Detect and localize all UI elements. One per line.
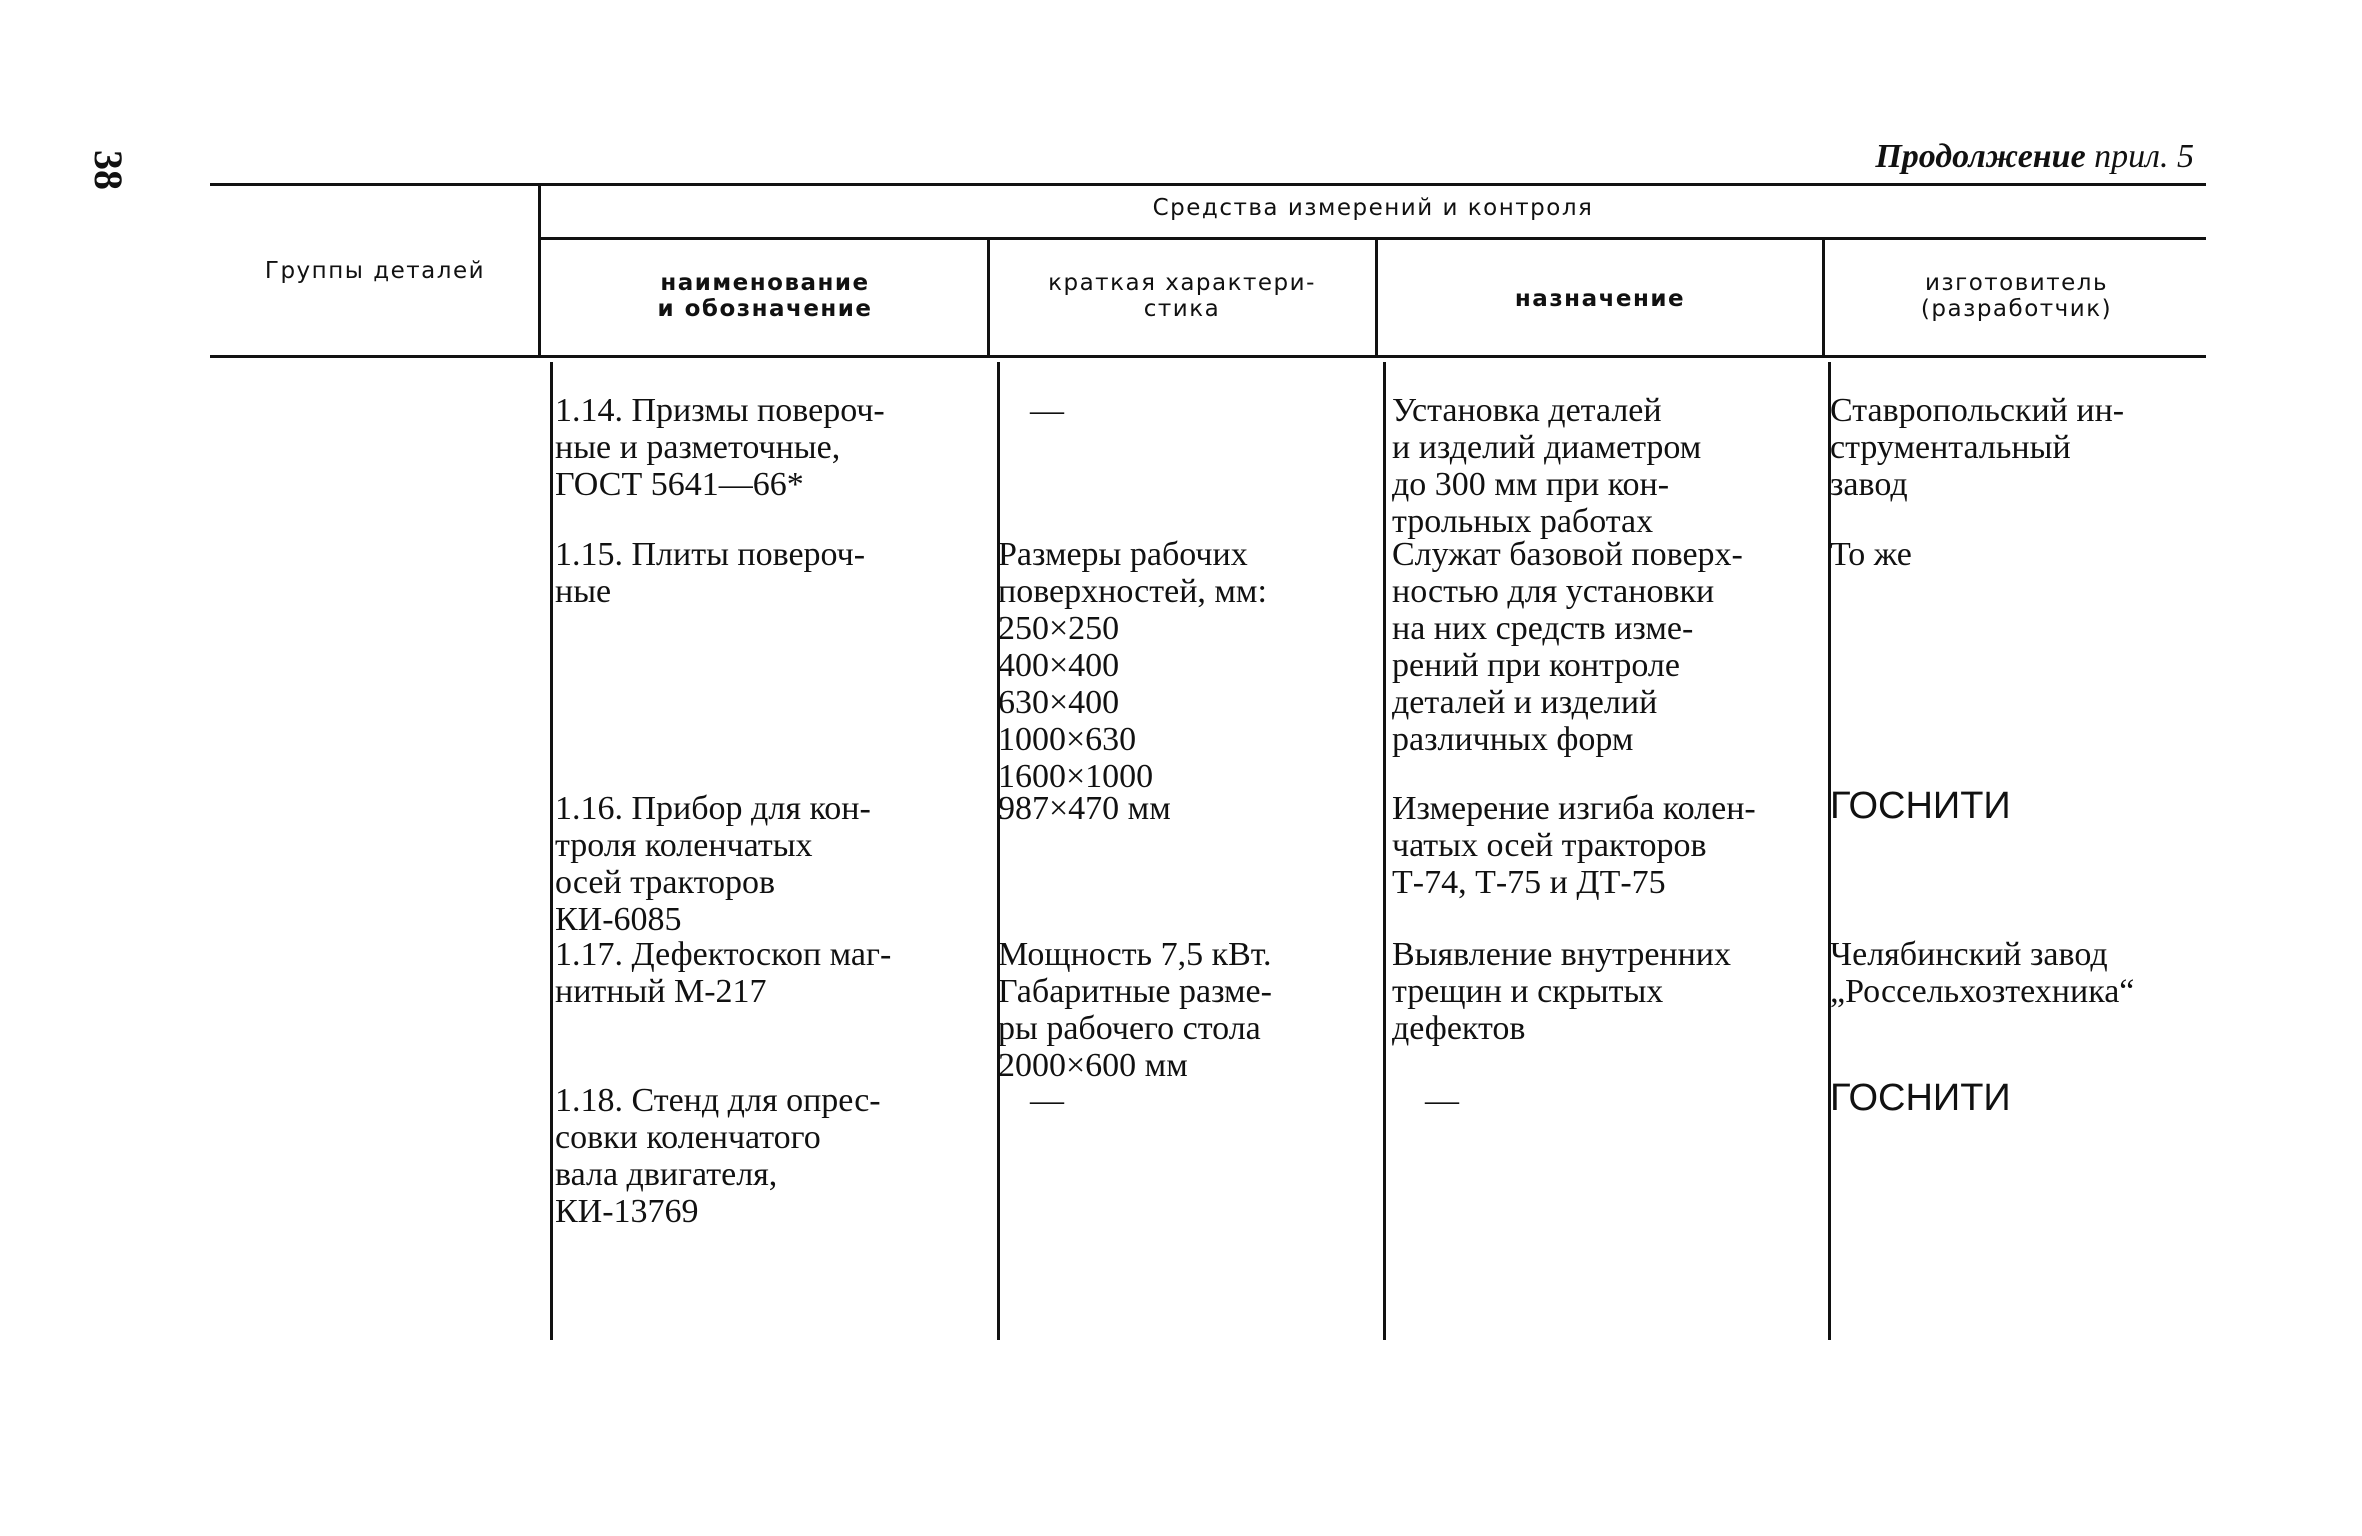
continuation-prefix: Продолжение bbox=[1875, 138, 2086, 175]
continuation-label bbox=[1875, 138, 2194, 176]
header-col-maker: изготовитель (разработчик) bbox=[1920, 270, 2113, 322]
row-115-name: 1.15. Плиты повероч- ные bbox=[555, 536, 866, 610]
top-rule bbox=[210, 183, 2206, 186]
row-118-char: — bbox=[1030, 1082, 1064, 1119]
row-114-purpose: Установка деталей и изделий диаметром до 300 мм при кон- трольных работах bbox=[1392, 392, 1702, 540]
header-groups: Группы деталей bbox=[264, 258, 486, 284]
row-114-maker: Ставропольский ин- струментальный завод bbox=[1830, 392, 2125, 503]
row-116-maker: ГОСНИТИ bbox=[1830, 785, 2011, 827]
header-vline-4 bbox=[1822, 240, 1825, 356]
row-118-maker: ГОСНИТИ bbox=[1830, 1077, 2011, 1119]
continuation-suffix: прил. 5 bbox=[2094, 138, 2194, 175]
row-114-char: — bbox=[1030, 392, 1064, 429]
row-115-purpose: Служат базовой поверх- ностью для установки на них средств изме- рений при контроле деталей и изделий различных форм bbox=[1392, 536, 1743, 758]
body-vline-1 bbox=[550, 362, 553, 1340]
header-col-char: краткая характери- стика bbox=[1048, 270, 1316, 322]
row-118-purpose: — bbox=[1425, 1082, 1459, 1119]
row-118-name: 1.18. Стенд для опрес- совки коленчатого вала двигателя, КИ-13769 bbox=[555, 1082, 881, 1230]
header-means: Средства измерений и контроля bbox=[1152, 195, 1594, 221]
row-114-name: 1.14. Призмы повероч- ные и разметочные, ГОСТ 5641—66* bbox=[555, 392, 885, 503]
row-117-char: Мощность 7,5 кВт. Габаритные разме- ры рабочего стола 2000×600 мм bbox=[998, 936, 1272, 1084]
row-116-purpose: Измерение изгиба колен- чатых осей тракторов Т-74, Т-75 и ДТ-75 bbox=[1392, 790, 1756, 901]
body-vline-2 bbox=[997, 362, 1000, 1340]
row-117-name: 1.17. Дефектоскоп маг- нитный М-217 bbox=[555, 936, 892, 1010]
row-115-maker: То же bbox=[1830, 536, 1912, 573]
row-116-char: 987×470 мм bbox=[998, 790, 1171, 827]
row-116-name: 1.16. Прибор для кон- троля коленчатых осей тракторов КИ-6085 bbox=[555, 790, 871, 938]
row-117-purpose: Выявление внутренних трещин и скрытых дефектов bbox=[1392, 936, 1732, 1047]
body-vline-3 bbox=[1383, 362, 1386, 1340]
header-col-purpose: назначение bbox=[1514, 286, 1686, 312]
header-vline-3 bbox=[1375, 240, 1378, 356]
header-vline-2 bbox=[987, 240, 990, 356]
page-number: 38 bbox=[86, 150, 131, 190]
means-rule bbox=[540, 237, 2206, 240]
body-vline-4 bbox=[1828, 362, 1831, 1340]
row-115-char: Размеры рабочих поверхностей, мм: 250×250 400×400 630×400 1000×630 1600×1000 bbox=[998, 536, 1267, 795]
row-117-maker: Челябинский завод „Россельхозтехника“ bbox=[1830, 936, 2135, 1010]
header-col-name: наименование и обозначение bbox=[657, 270, 873, 322]
header-bottom-rule bbox=[210, 355, 2206, 358]
